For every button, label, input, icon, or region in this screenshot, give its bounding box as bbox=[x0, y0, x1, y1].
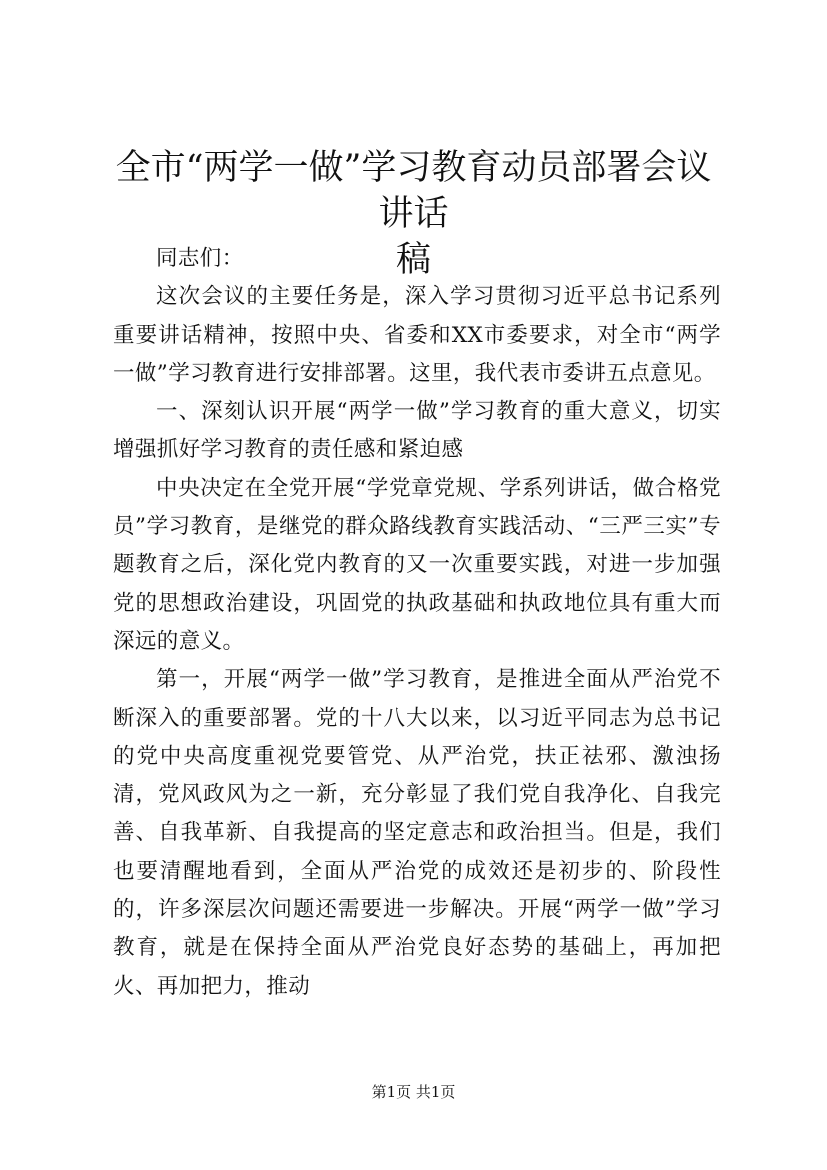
salutation: 同志们： bbox=[156, 246, 244, 271]
title-line-1: 全市“两学一做”学习教育动员部署会议讲话 bbox=[115, 148, 712, 234]
page-footer: 第1页 共1页 bbox=[371, 1083, 456, 1101]
document-body bbox=[113, 240, 721, 1006]
paragraph-intro: 这次会议的主要任务是，深入学习贯彻习近平总书记系列重要讲话精神，按照中央、省委和XX市委要求，对全市“两学一做”学习教育进行安排部署。这里，我代表市委讲五点意见。 bbox=[113, 284, 721, 386]
paragraph-first-point: 第一，开展“两学一做”学习教育，是推进全面从严治党不断深入的重要部署。党的十八大以来，以习近平同志为总书记的党中央高度重视党要管党、从严治党，扶正祛邪、激浊扬清，党风政风为之一新，充分彰显了我们党自我净化、自我完善、自我革新、自我提高的坚定意志和政治担当。但是，我们也要清醒地看到，全面从严治党的成效还是初步的、阶段性的，许多深层次问题还需要进一步解决。开展“两学一做”学习教育，就是在保持全面从严治党良好态势的基础上，再加把火、再加把力，推动 bbox=[113, 667, 721, 999]
paragraph-significance: 中央决定在全党开展“学党章党规、学系列讲话，做合格党员”学习教育，是继党的群众路线教育实践活动、“三严三实”专题教育之后，深化党内教育的又一次重要实践，对进一步加强党的思想政治建设，巩固党的执政基础和执政地位具有重大而深远的意义。 bbox=[113, 475, 721, 654]
section-heading-1: 一、深刻认识开展“两学一做”学习教育的重大意义，切实增强抓好学习教育的责任感和紧迫感 bbox=[113, 399, 721, 463]
title-line-2: 稿 bbox=[395, 240, 431, 280]
